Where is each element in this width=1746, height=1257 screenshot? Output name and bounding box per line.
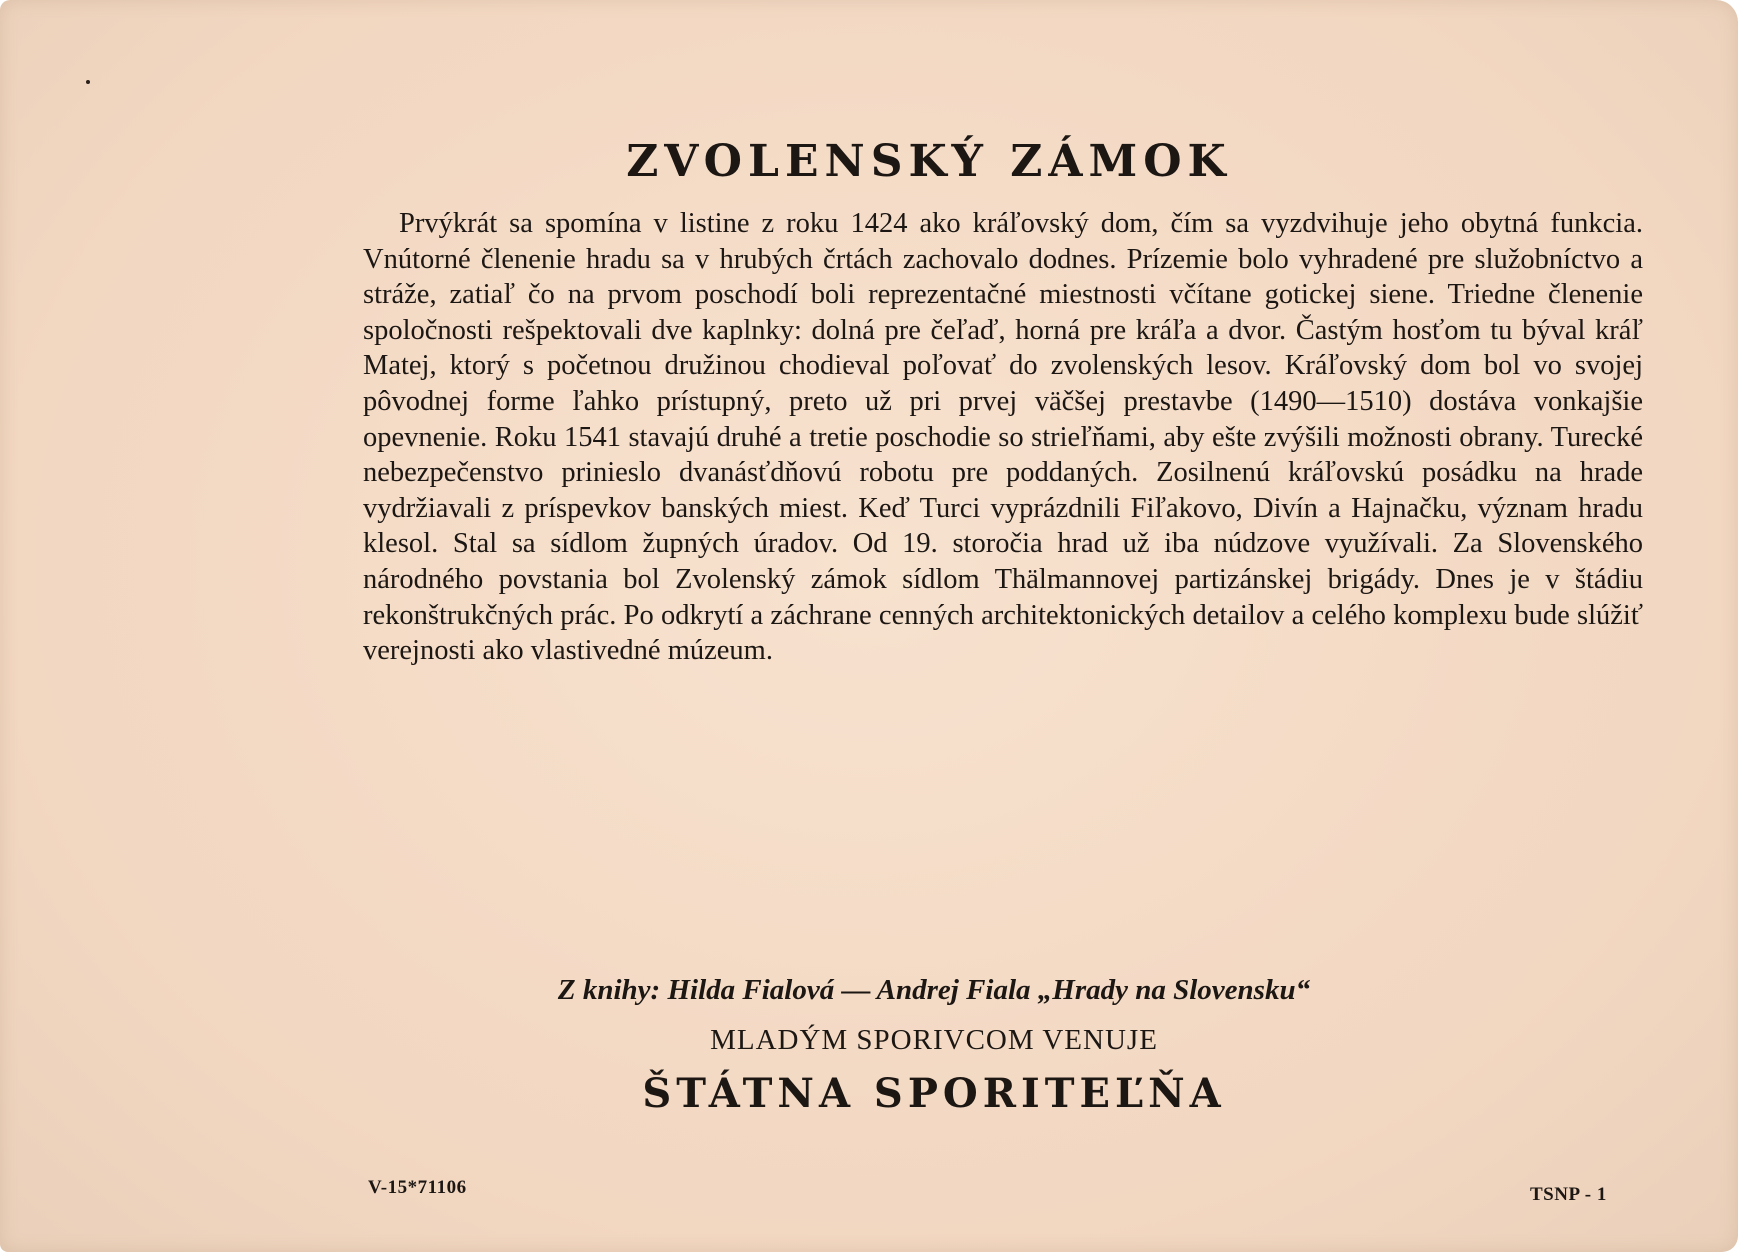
source-credit: Z knihy: Hilda Fialová — Andrej Fiala „Hrady na Slovensku“	[557, 974, 1311, 1006]
document-title: ZVOLENSKÝ ZÁMOK	[626, 136, 1232, 187]
print-code-left: V-15*71106	[368, 1177, 467, 1198]
body-paragraph: Prvýkrát sa spomína v listine z roku 1424 ako kráľovský dom, čím sa vyzdvihuje jeho obytná funkcia. Vnútorné členenie hradu sa v hrubých črtách zachovalo dodnes. Prízemie bolo vyhradené pre služobníctvo a stráže, zatiaľ čo na prvom poschodí boli reprezentačné miestnosti včítane gotickej siene. Triedne členenie spoločnosti rešpektovali dve kaplnky: dolná pre čeľaď, horná pre kráľa a dvor. Častým hosťom tu býval kráľ Matej, ktorý s početnou družinou chodieval poľovať do zvolenských lesov. Kráľovský dom bol vo svojej pôvodnej forme ľahko prístupný, preto už pri prvej väčšej prestavbe (1490—1510) dostáva vonkajšie opevnenie. Roku 1541 stavajú druhé a tretie poschodie so strieľňami, aby ešte zvýšili možnosti obrany. Turecké nebezpečenstvo prinieslo dvanásťdňovú robotu pre poddaných. Zosilnenú kráľovskú posádku na hrade vydržiavali z príspevkov banských miest. Keď Turci vyprázdnili Fiľakovo, Divín a Hajnačku, význam hradu klesol. Stal sa sídlom župných úradov. Od 19. storočia hrad už iba núdzove využívali. Za Slovenského národného povstania bol Zvolenský zámok sídlom Thälmannovej partizánskej brigády. Dnes je v štádiu rekonštrukčných prác. Po odkrytí a záchrane cenných architektonických detailov a celého komplexu bude slúžiť verejnosti ako vlastivedné múzeum.	[363, 208, 1643, 667]
publisher-name: ŠTÁTNA SPORITEĽŇA	[642, 1070, 1226, 1117]
series-code-right: TSNP - 1	[1530, 1184, 1607, 1205]
ink-speck	[86, 80, 90, 84]
dedication-line: MLADÝM SPORIVCOM VENUJE	[710, 1024, 1158, 1056]
